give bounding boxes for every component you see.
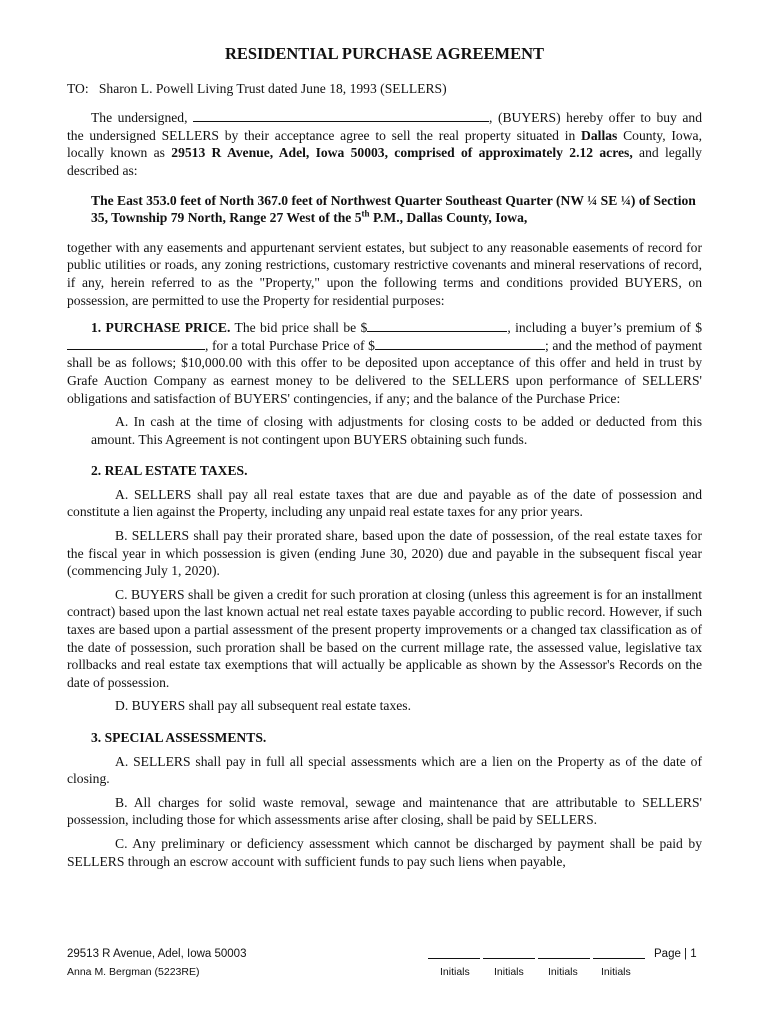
section-2-B: B. SELLERS shall pay their prorated share, based upon the date of possession, of the real estate taxes for the fiscal year in which possession is given (ending June 30, 2020) due and payable in the subsequent fiscal year (commencing July 1, 2020). (67, 528, 702, 579)
together-paragraph: together with any easements and appurtenant servient estates, but subject to any reasonable easements of record for public utilities or roads, any zoning restrictions, customary restrictive covenants and mineral reservations of record, if any, herein referred to as the "Property," upon the following terms and conditions provided BUYERS, on possession, are permitted to use the Property for residential purposes: (67, 239, 702, 308)
buyers-name-blank[interactable] (193, 109, 489, 122)
section-2-A: A. SELLERS shall pay all real estate taxes that are due and payable as of the date of possession and constitute a lien against the Property, including any unpaid real estate taxes for any prior years. (67, 486, 702, 520)
initials-line-2[interactable] (483, 958, 535, 959)
section-1-A: A. In cash at the time of closing with adjustments for closing costs to be added or deducted from this amount. This Agreement is not contingent upon BUYERS obtaining such funds. (91, 414, 702, 447)
document-body (67, 45, 702, 870)
total-price-text: , for a total Purchase Price of $ (205, 337, 375, 353)
section-3-B: B. All charges for solid waste removal, sewage and maintenance that are attributable to SELLERS' possession, including those for which assessments arise after closing, shall be paid by SELLERS. (67, 794, 702, 828)
initials-label-3: Initials (548, 966, 578, 978)
section-1-paragraph (67, 319, 702, 407)
section-2-C: C. BUYERS shall be given a credit for such proration at closing (unless this agreement is for an installment contract) based upon the last known actual net real estate taxes payable according to public record. However, if such taxes are based upon a partial assessment of the present property improvements or a changed tax classification as of the date of possession, such proration shall be based on the current millage rate, the assessed value, legislative tax rollbacks and real estate tax exemptions that will actually be applicable as shown by the Assessor's Records on the date of possession. (67, 586, 702, 690)
addressee-line (67, 80, 702, 98)
section-2-heading: 2. REAL ESTATE TAXES. (91, 463, 248, 479)
property-address: 29513 R Avenue, Adel, Iowa 50003, comprised of approximately 2.12 acres, (171, 145, 633, 161)
to-label: TO: (67, 80, 89, 96)
footer-address: 29513 R Avenue, Adel, Iowa 50003 (67, 948, 247, 960)
total-price-blank[interactable] (375, 337, 545, 350)
section-3-A: A. SELLERS shall pay in full all special assessments which are a lien on the Property as of the date of closing. (67, 753, 702, 787)
intro-text-3: County, Iowa, locally known as (67, 127, 702, 161)
premium-blank[interactable] (67, 337, 205, 350)
payment-method-text: ; and the method of payment shall be as follows; $10,000.00 with this offer to be deposited upon acceptance of this offer and held in trust by Grafe Auction Company as earnest money to be delivered to the SELLERS upon performance of SELLERS' obligations and satisfaction of BUYERS' contingencies, if any; and the balance of the Purchase Price: (67, 337, 702, 406)
to-value: Sharon L. Powell Living Trust dated June 18, 1993 (SELLERS) (98, 80, 447, 96)
section-3-C: C. Any preliminary or deficiency assessment which cannot be discharged by payment shall be paid by SELLERS through an escrow account with sufficient funds to pay such liens when payable, (67, 835, 702, 869)
initials-label-4: Initials (601, 966, 631, 978)
intro-paragraph (67, 109, 702, 179)
initials-line-1[interactable] (428, 958, 480, 959)
legal-text-2: P.M., Dallas County, Iowa, (372, 210, 528, 226)
document-title: RESIDENTIAL PURCHASE AGREEMENT (224, 44, 545, 63)
section-1-heading: 1. PURCHASE PRICE. (91, 320, 231, 336)
footer-preparer: Anna M. Bergman (5223RE) (67, 966, 200, 978)
initials-line-4[interactable] (593, 958, 645, 959)
bid-price-text: The bid price shall be $ (234, 320, 368, 336)
premium-text: , including a buyer’s premium of $ (507, 320, 702, 336)
page-number: Page | 1 (654, 948, 697, 960)
bid-price-blank[interactable] (367, 319, 507, 332)
intro-text-1: The undersigned, (91, 110, 188, 126)
intro-county: Dallas (581, 127, 618, 143)
legal-text-1: The East 353.0 feet of North 367.0 feet of Northwest Quarter Southeast Quarter (NW ¼ SE ¼) of Section 35, Township 79 North, Range 27 West of the 5 (91, 192, 696, 226)
legal-description (91, 192, 702, 227)
initials-label-1: Initials (440, 966, 470, 978)
intro-text-4: and legally described as: (67, 145, 702, 178)
initials-label-2: Initials (494, 966, 524, 978)
section-3-heading: 3. SPECIAL ASSESSMENTS. (91, 730, 267, 745)
section-2-D: D. BUYERS shall pay all subsequent real estate taxes. (115, 698, 411, 714)
intro-text-2: , (BUYERS) hereby offer to buy and the undersigned SELLERS by their acceptance agree to sell the real property situated in (67, 110, 702, 143)
initials-line-3[interactable] (538, 958, 590, 959)
legal-sup: th (361, 208, 370, 219)
